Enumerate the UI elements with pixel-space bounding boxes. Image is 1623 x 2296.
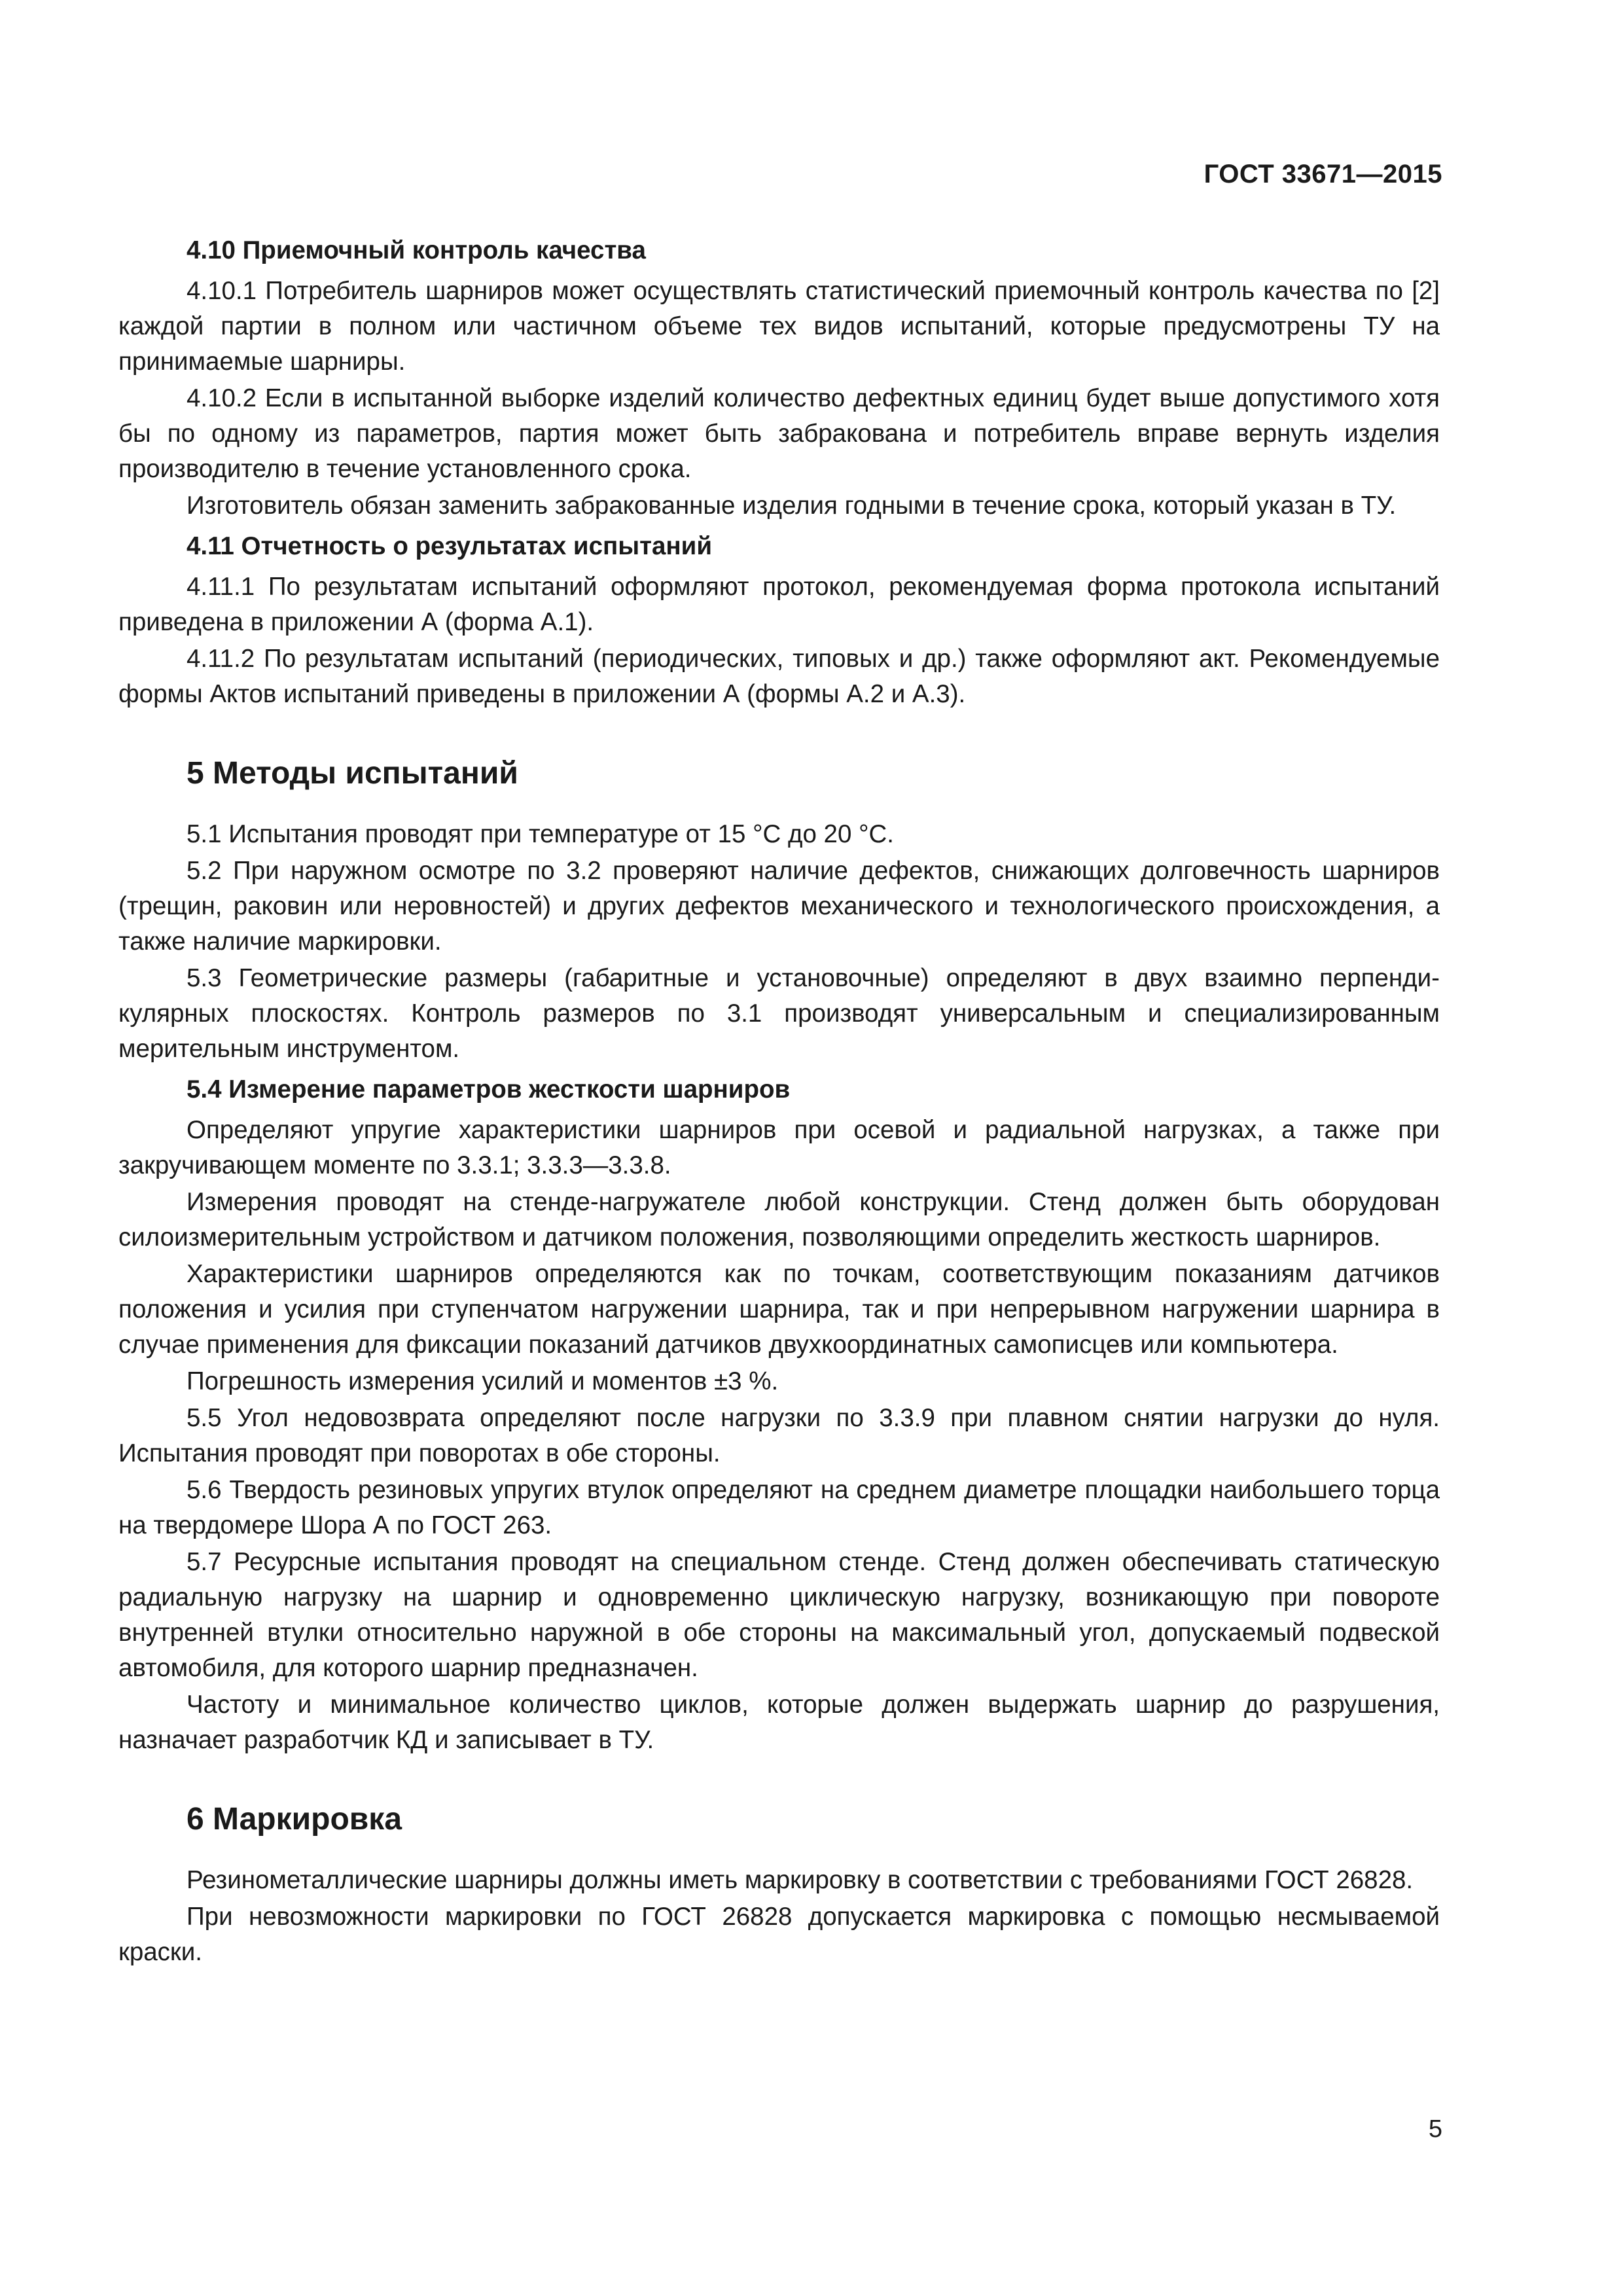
paragraph-5-4-elastic: Определяют упругие характеристики шарниров при осевой и радиальной нагрузках, а также при закручивающем моменте по 3.3.1; 3.3.3—3.3.8.	[118, 1116, 1440, 1179]
paragraph-5-6: 5.6 Твердость резиновых упругих втулок определяют на среднем диаметре площадки наибольшего торца на твердомере Шора А по ГОСТ 263.	[118, 1476, 1440, 1539]
paragraph-6-paint: При невозможности маркировки по ГОСТ 26828 допускается маркировка с помощью несмываемой краски.	[118, 1903, 1440, 1966]
paragraph-5-2: 5.2 При наружном осмотре по 3.2 проверяют наличие дефектов, снижающих долговечность шарниров (трещин, раковин или неровностей) и других дефектов механического и технологического происхождения, а также наличие маркировки.	[118, 857, 1440, 956]
paragraph-5-4-characteristics: Характеристики шарниров определяются как по точкам, соответствующим показаниям датчиков положения и усилия при ступенчатом нагружении шарнира, так и при непрерывном нагружении шарнира в случае применения для фиксации показаний датчиков двухкоординатных самописцев или компьютера.	[118, 1260, 1440, 1359]
heading-section-5: 5 Методы испытаний	[187, 756, 518, 791]
paragraph-6-marking: Резинометаллические шарниры должны иметь маркировку в соответствии с требованиями ГОСТ 26828.	[187, 1866, 1414, 1894]
document-code: ГОСТ 33671—2015	[1204, 160, 1442, 188]
paragraph-5-7: 5.7 Ресурсные испытания проводят на специальном стенде. Стенд должен обеспечивать статическую радиальную нагрузку на шарнир и одновременно циклическую нагрузку, возникающую при повороте внутренней втулки относительно наружной в обе стороны на максимальный угол, допускаемый подвеской автомобиля, для которого шарнир предназначен.	[118, 1548, 1440, 1682]
paragraph-4-11-2: 4.11.2 По результатам испытаний (периодических, типовых и др.) также оформляют акт. Рекомендуемые формы Актов испытаний приведены в приложении А (формы А.2 и А.3).	[118, 645, 1440, 708]
paragraph-4-11-1: 4.11.1 По результатам испытаний оформляют протокол, рекомендуемая форма протокола испытаний приведена в приложении А (форма А.1).	[118, 573, 1440, 636]
paragraph-4-10-2: 4.10.2 Если в испытанной выборке изделий количество дефектных единиц будет выше допустимого хотя бы по одному из параметров, партия может быть забракована и потребитель вправе вернуть изделия производителю в течение установленного срока.	[118, 384, 1440, 483]
paragraph-5-4-stand: Измерения проводят на стенде-нагружателе любой конструкции. Стенд должен быть оборудован силоизмерительным устройством и датчиком положения, позволяющими определить жесткость шарниров.	[118, 1188, 1440, 1251]
paragraph-5-5: 5.5 Угол недовозврата определяют после нагрузки по 3.3.9 при плавном снятии нагрузки до нуля. Испытания проводят при поворотах в обе стороны.	[118, 1404, 1440, 1467]
heading-4-11: 4.11 Отчетность о результатах испытаний	[187, 532, 712, 560]
paragraph-4-10-1: 4.10.1 Потребитель шарниров может осуществлять статистический приемочный контроль качества по [2] каждой партии в полном или частичном объеме тех видов испытаний, которые предусмотрены ТУ на принимаемые шарниры.	[118, 277, 1440, 376]
paragraph-5-4-error: Погрешность измерения усилий и моментов ±3 %.	[187, 1367, 779, 1395]
paragraph-5-3: 5.3 Геометрические размеры (габаритные и установочные) определяют в двух взаимно перпендикулярных плоскостях. Контроль размеров по 3.1 производят универсальным и специализированным мерительным инструментом.	[118, 964, 1440, 1063]
heading-section-6: 6 Маркировка	[187, 1802, 402, 1837]
page-number: 5	[1428, 2115, 1442, 2143]
heading-5-4: 5.4 Измерение параметров жесткости шарниров	[187, 1075, 791, 1103]
paragraph-5-1: 5.1 Испытания проводят при температуре от 15 °С до 20 °С.	[187, 820, 894, 848]
paragraph-replacement: Изготовитель обязан заменить забракованные изделия годными в течение срока, который указан в ТУ.	[187, 492, 1397, 520]
heading-4-10: 4.10 Приемочный контроль качества	[187, 236, 646, 264]
paragraph-5-7-cycles: Частоту и минимальное количество циклов, которые должен выдержать шарнир до разрушения, назначает разработчик КД и записывает в ТУ.	[118, 1691, 1440, 1754]
document-body	[118, 228, 1440, 1970]
